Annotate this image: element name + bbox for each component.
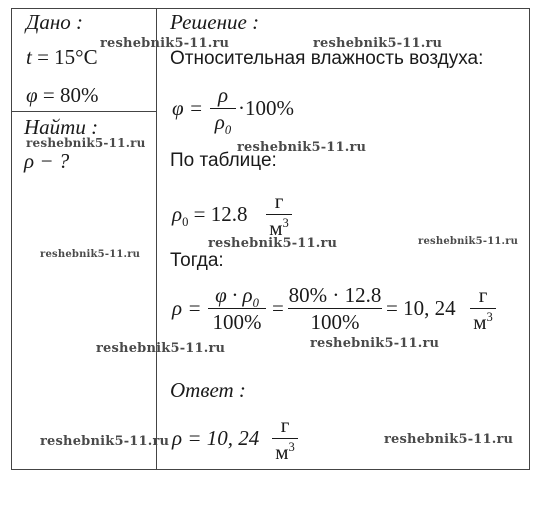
given-temperature: t = 15°C bbox=[26, 45, 98, 69]
right-border bbox=[529, 8, 530, 470]
watermark: reshebnik5-11.ru bbox=[100, 36, 230, 51]
watermark: reshebnik5-11.ru bbox=[40, 249, 141, 260]
top-border bbox=[11, 8, 530, 9]
solution-heading: Решение : bbox=[170, 10, 260, 34]
watermark: reshebnik5-11.ru bbox=[418, 236, 519, 247]
given-humidity: φ = 80% bbox=[26, 83, 99, 107]
left-border bbox=[11, 8, 12, 470]
answer-heading: Ответ : bbox=[170, 378, 246, 402]
watermark: reshebnik5-11.ru bbox=[237, 140, 367, 155]
watermark: reshebnik5-11.ru bbox=[208, 236, 338, 251]
bottom-border bbox=[11, 469, 530, 470]
table-lookup-text: По таблице: bbox=[170, 150, 277, 171]
relative-humidity-text: Относительная влажность воздуха: bbox=[170, 48, 484, 69]
find-quantity: ρ − ? bbox=[24, 149, 70, 173]
watermark: reshebnik5-11.ru bbox=[26, 136, 146, 150]
watermark: reshebnik5-11.ru bbox=[384, 432, 514, 447]
then-text: Тогда: bbox=[170, 250, 224, 271]
column-divider bbox=[156, 8, 157, 470]
find-heading: Найти : bbox=[24, 115, 99, 139]
watermark: reshebnik5-11.ru bbox=[40, 434, 170, 449]
watermark: reshebnik5-11.ru bbox=[96, 341, 226, 356]
given-heading: Дано : bbox=[26, 10, 84, 34]
watermark: reshebnik5-11.ru bbox=[313, 36, 443, 51]
given-find-divider bbox=[11, 111, 157, 112]
watermark: reshebnik5-11.ru bbox=[310, 336, 440, 351]
